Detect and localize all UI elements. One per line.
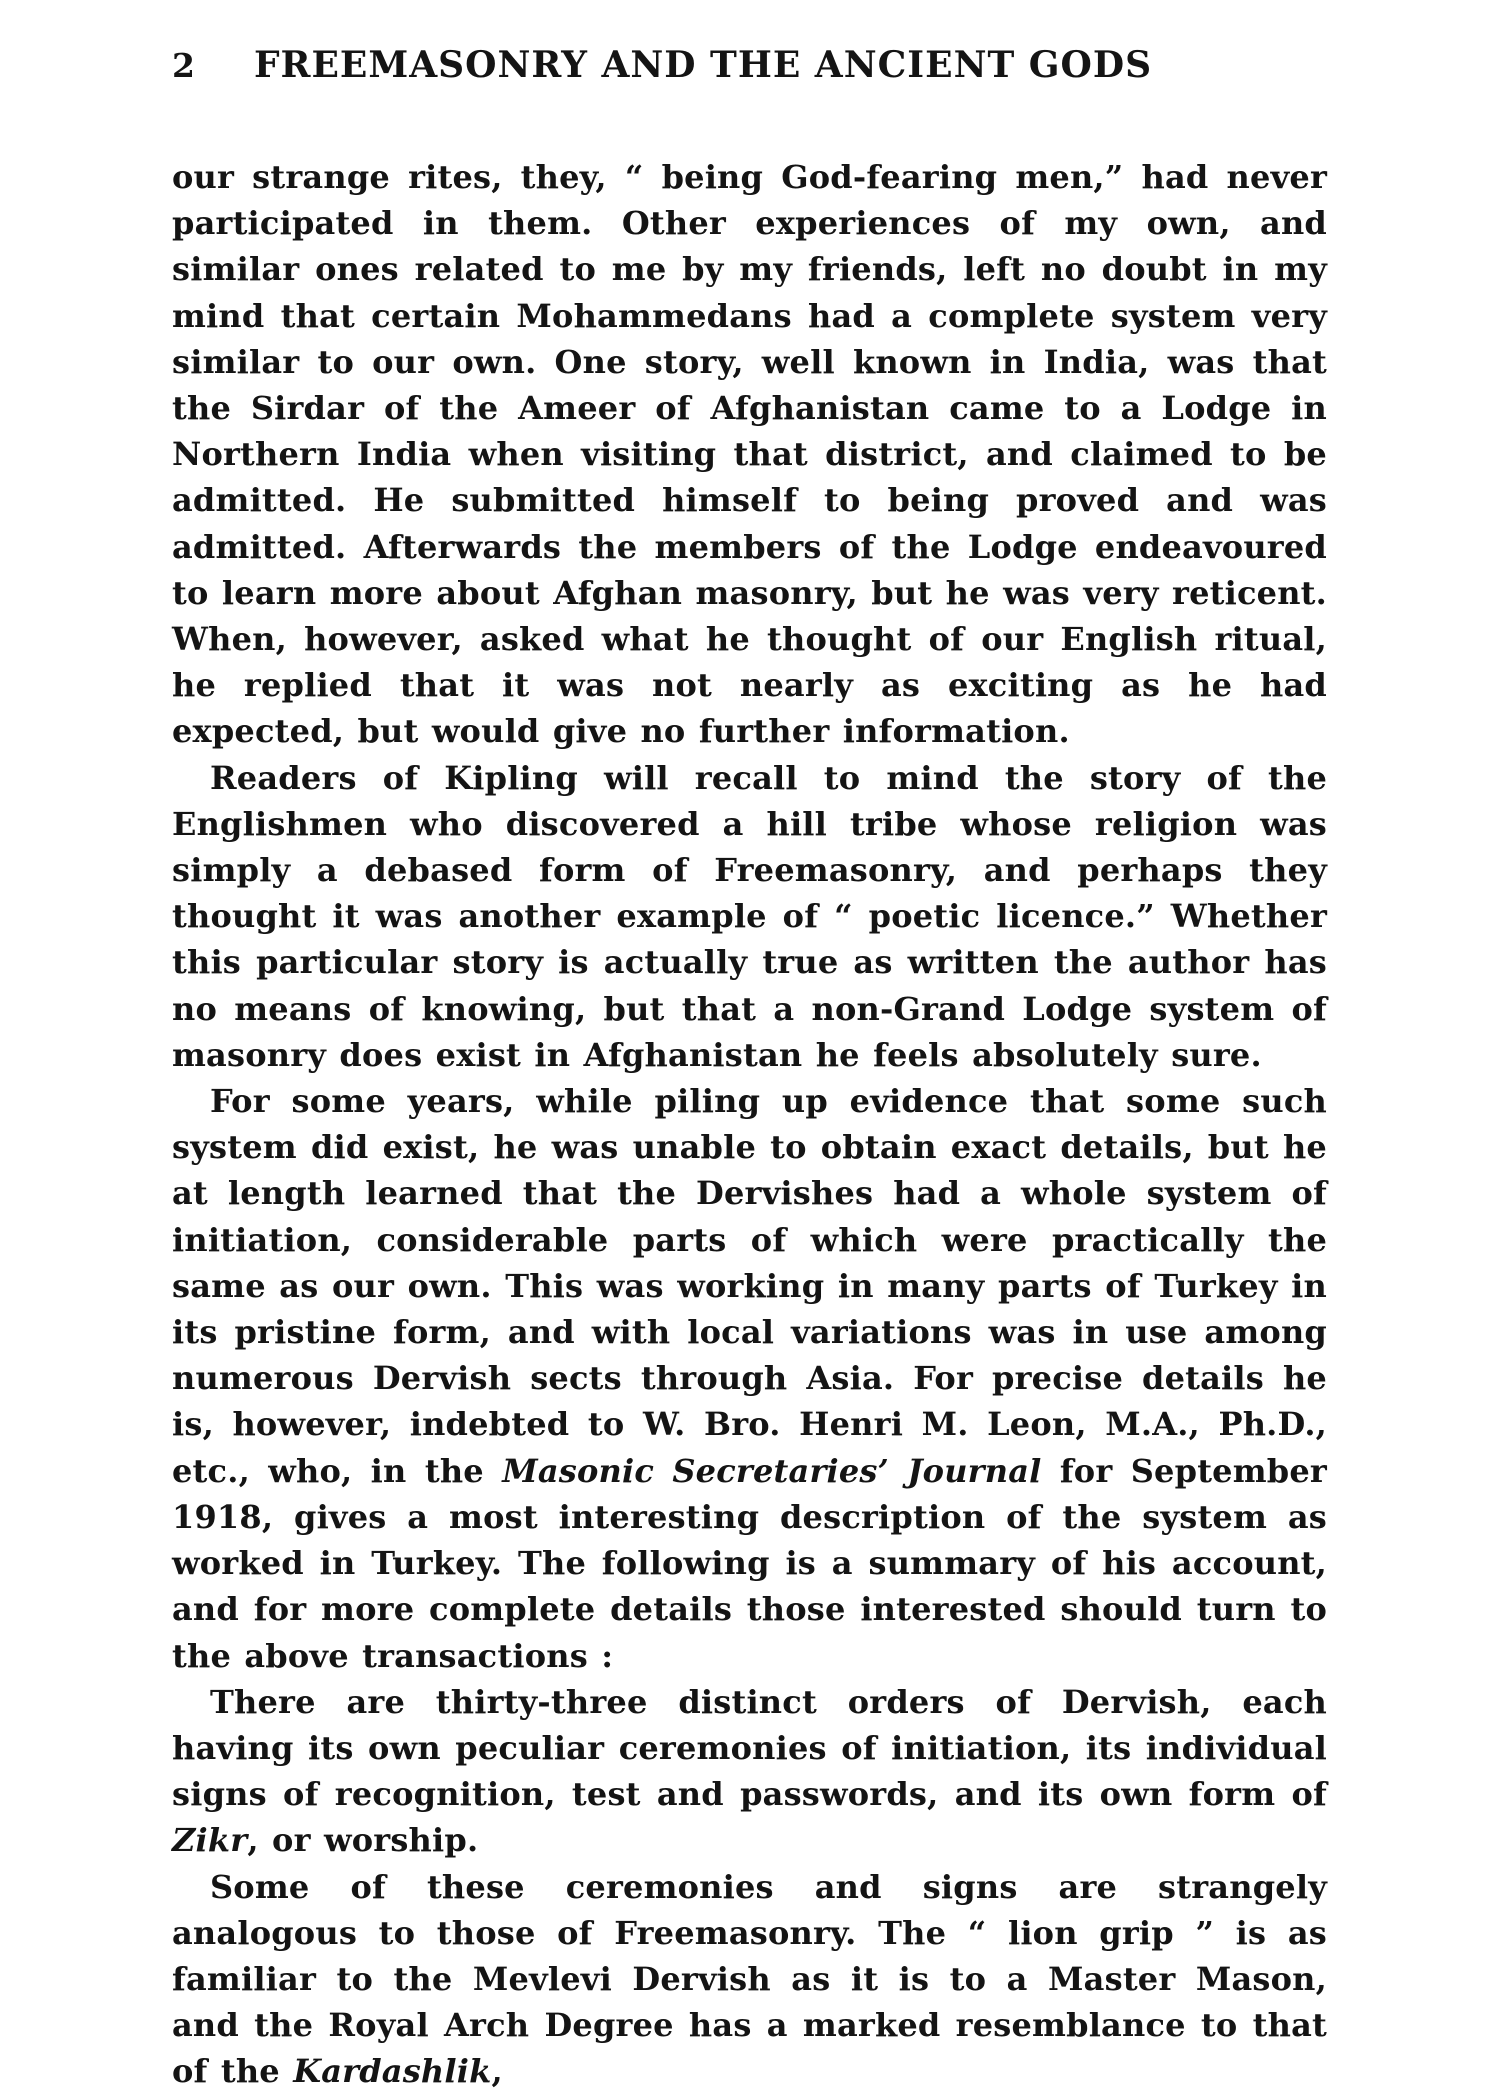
paragraph-continued xyxy=(172,154,1327,755)
page-title: FREEMASONRY AND THE ANCIENT GODS xyxy=(254,44,1153,86)
paragraph-text: Some of these ceremonies and signs are strangely analogous to those of Freemasonry. The “ lion grip ” is as familiar to the Mevlevi Dervish as it is to a Master Mason, and the Royal Arch Degree has a marked resemblance to that of the xyxy=(172,1867,1327,2091)
zikr-italic: Zikr xyxy=(172,1821,248,1860)
paragraph-ceremonies xyxy=(172,1864,1327,2095)
paragraph-text: our strange rites, they, “ being God-fearing men,” had never participated in them. Other experiences of my own, and similar ones related to me by my friends, left no doubt in my mind that certain Mohammedans had a complete system very similar to our own. One story, well known in India, was that the Sirdar of the Ameer of Afghanistan came to a Lodge in Northern India when visiting that district, and claimed to be admitted. He submitted himself to being proved and was admitted. Afterwards the members of the Lodge endeavoured to learn more about Afghan masonry, but he was very reticent. When, however, asked what he thought of our English ritual, he replied that it was not nearly as exciting as he had expected, but would give no further information. xyxy=(172,158,1327,751)
running-head xyxy=(172,40,1327,102)
paragraph-text: for September 1918, gives a most interesting description of the system as worked in Turkey. The following is a summary of his account, and for more complete details those interested should turn to the above transactions : xyxy=(172,1451,1327,1675)
body-text xyxy=(172,154,1327,2095)
journal-title-italic: Masonic Secretaries’ Journal xyxy=(502,1451,1042,1490)
paragraph-text: , or worship. xyxy=(247,1821,479,1860)
paragraph-text: Readers of Kipling will recall to mind the story of the Englishmen who discovered a hill tribe whose religion was simply a debased form of Freemasonry, and perhaps they thought it was another example of “ poetic licence.” Whether this particular story is actually true as written the author has no means of knowing, but that a non-Grand Lodge system of masonry does exist in Afghanistan he feels absolutely sure. xyxy=(172,758,1327,1074)
page-number: 2 xyxy=(172,46,196,85)
paragraph-kipling xyxy=(172,755,1327,1078)
kardashlik-italic: Kardashlik xyxy=(293,2052,492,2091)
paragraph-text: For some years, while piling up evidence that some such system did exist, he was unable to obtain exact details, but he at length learned that the Dervishes had a whole system of initiation, considerable parts of which were practically the same as our own. This was working in many parts of Turkey in its pristine form, and with local variations was in use among numerous Dervish sects through Asia. For precise details he is, however, indebted to W. Bro. Henri M. Leon, M.A., Ph.D., etc., who, in the xyxy=(172,1082,1327,1490)
paragraph-dervish-system xyxy=(172,1078,1327,1679)
paragraph-text: , xyxy=(491,2052,503,2091)
paragraph-orders xyxy=(172,1679,1327,1864)
book-page xyxy=(172,40,1327,2095)
paragraph-text: There are thirty-three distinct orders of Dervish, each having its own peculiar ceremonies of initiation, its individual signs of recognition, test and passwords, and its own form of xyxy=(172,1682,1327,1814)
